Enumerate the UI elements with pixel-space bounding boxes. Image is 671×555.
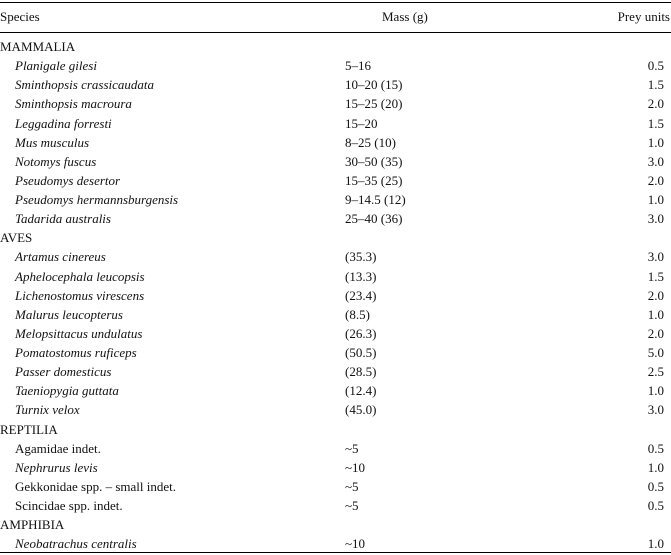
group-label: MAMMALIA (0, 39, 76, 54)
species-name: Pomatostomus ruficeps (15, 345, 137, 361)
table-row (0, 171, 671, 190)
species-name: Melopsittacus undulatus (15, 325, 143, 341)
mass-value: ~10 (345, 459, 366, 475)
mass-value: (50.5) (345, 345, 377, 361)
mass-value: 30–50 (35) (345, 153, 403, 169)
group-row (0, 228, 671, 247)
table-row (0, 324, 671, 343)
header-prey-units: Prey units (617, 9, 670, 24)
species-name: Mus musculus (15, 134, 90, 150)
header-rule (0, 32, 671, 33)
prey-units-value: 1.0 (647, 383, 664, 399)
species-name: Planigale gilesi (15, 58, 97, 74)
species-name: Notomys fuscus (15, 153, 97, 169)
prey-units-value: 3.0 (647, 249, 664, 265)
mass-value: 5–16 (345, 58, 371, 74)
header-mass: Mass (g) (382, 9, 428, 24)
prey-units-value: 0.5 (647, 58, 664, 74)
table-row (0, 56, 671, 75)
table-row (0, 286, 671, 305)
prey-units-value: 3.0 (647, 211, 664, 227)
group-row (0, 420, 671, 439)
prey-units-value: 1.0 (647, 536, 664, 552)
species-name: Neobatrachus centralis (15, 536, 137, 552)
table-row (0, 267, 671, 286)
mass-value: 15–20 (345, 115, 378, 131)
mass-value: (23.4) (345, 287, 377, 303)
table-row (0, 247, 671, 266)
species-name: Sminthopsis crassicaudata (15, 77, 155, 93)
prey-units-value: 2.0 (647, 172, 664, 188)
species-name: Aphelocephala leucopsis (15, 268, 145, 284)
mass-value: (26.3) (345, 325, 377, 341)
species-name: Artamus cinereus (15, 249, 106, 265)
species-name: Tadarida australis (15, 211, 111, 227)
mass-value: ~5 (345, 498, 359, 514)
prey-units-value: 0.5 (647, 498, 664, 514)
prey-units-value: 0.5 (647, 478, 664, 494)
species-name: Sminthopsis macroura (15, 96, 132, 112)
species-name: Nephrurus levis (15, 459, 98, 475)
prey-units-value: 1.0 (647, 306, 664, 322)
table-row (0, 209, 671, 228)
prey-units-value: 1.5 (647, 268, 664, 284)
mass-value: (8.5) (345, 306, 370, 322)
table-row (0, 439, 671, 458)
mass-value: ~5 (345, 440, 359, 456)
mass-value: ~5 (345, 478, 359, 494)
mass-value: (35.3) (345, 249, 377, 265)
mass-value: 25–40 (36) (345, 211, 403, 227)
table-row (0, 305, 671, 324)
table-row (0, 133, 671, 152)
table-row (0, 458, 671, 477)
prey-units-value: 2.0 (647, 325, 664, 341)
prey-units-value: 2.0 (647, 287, 664, 303)
table-row (0, 477, 671, 496)
prey-units-value: 1.0 (647, 134, 664, 150)
prey-units-value: 2.0 (647, 96, 664, 112)
prey-units-value: 0.5 (647, 440, 664, 456)
species-name: Lichenostomus virescens (15, 287, 145, 303)
species-name: Gekkonidae spp. – small indet. (15, 478, 177, 494)
species-name: Leggadina forresti (15, 115, 112, 131)
mass-value: 9–14.5 (12) (345, 192, 406, 208)
species-name: Taeniopygia guttata (15, 383, 119, 399)
table-row (0, 381, 671, 400)
prey-units-value: 1.5 (647, 115, 664, 131)
mass-value: (12.4) (345, 383, 377, 399)
table-row (0, 114, 671, 133)
group-row (0, 515, 671, 534)
mass-value: 15–25 (20) (345, 96, 403, 112)
prey-units-value: 3.0 (647, 402, 664, 418)
species-name: Pseudomys desertor (15, 172, 121, 188)
bottom-rule (0, 552, 671, 553)
species-name: Agamidae indet. (15, 440, 101, 456)
prey-units-value: 3.0 (647, 153, 664, 169)
group-label: AVES (0, 230, 33, 246)
species-name: Passer domesticus (15, 364, 112, 380)
group-label: AMPHIBIA (0, 517, 65, 533)
prey-units-value: 5.0 (647, 345, 664, 361)
table-row (0, 152, 671, 171)
group-row (0, 37, 671, 56)
mass-value: ~10 (345, 536, 366, 552)
table-row (0, 534, 671, 553)
header-species: Species (0, 9, 40, 24)
table-row (0, 496, 671, 515)
prey-units-value: 1.0 (647, 459, 664, 475)
prey-units-value: 1.5 (647, 77, 664, 93)
species-name: Malurus leucopterus (15, 306, 123, 322)
table-row (0, 75, 671, 94)
mass-value: (28.5) (345, 364, 377, 380)
group-label: REPTILIA (0, 421, 58, 437)
table-header (0, 7, 671, 26)
table-row (0, 190, 671, 209)
mass-value: (13.3) (345, 268, 377, 284)
mass-value: 10–20 (15) (345, 77, 403, 93)
species-name: Scincidae spp. indet. (15, 498, 123, 514)
table-row (0, 362, 671, 381)
mass-value: 8–25 (10) (345, 134, 396, 150)
mass-value: (45.0) (345, 402, 377, 418)
table-row (0, 400, 671, 419)
mass-value: 15–35 (25) (345, 172, 403, 188)
species-name: Pseudomys hermannsburgensis (15, 192, 179, 208)
prey-units-value: 1.0 (647, 192, 664, 208)
species-name: Turnix velox (15, 402, 80, 418)
prey-units-value: 2.5 (647, 364, 664, 380)
table-row (0, 343, 671, 362)
table-row (0, 94, 671, 113)
top-rule (0, 2, 671, 3)
